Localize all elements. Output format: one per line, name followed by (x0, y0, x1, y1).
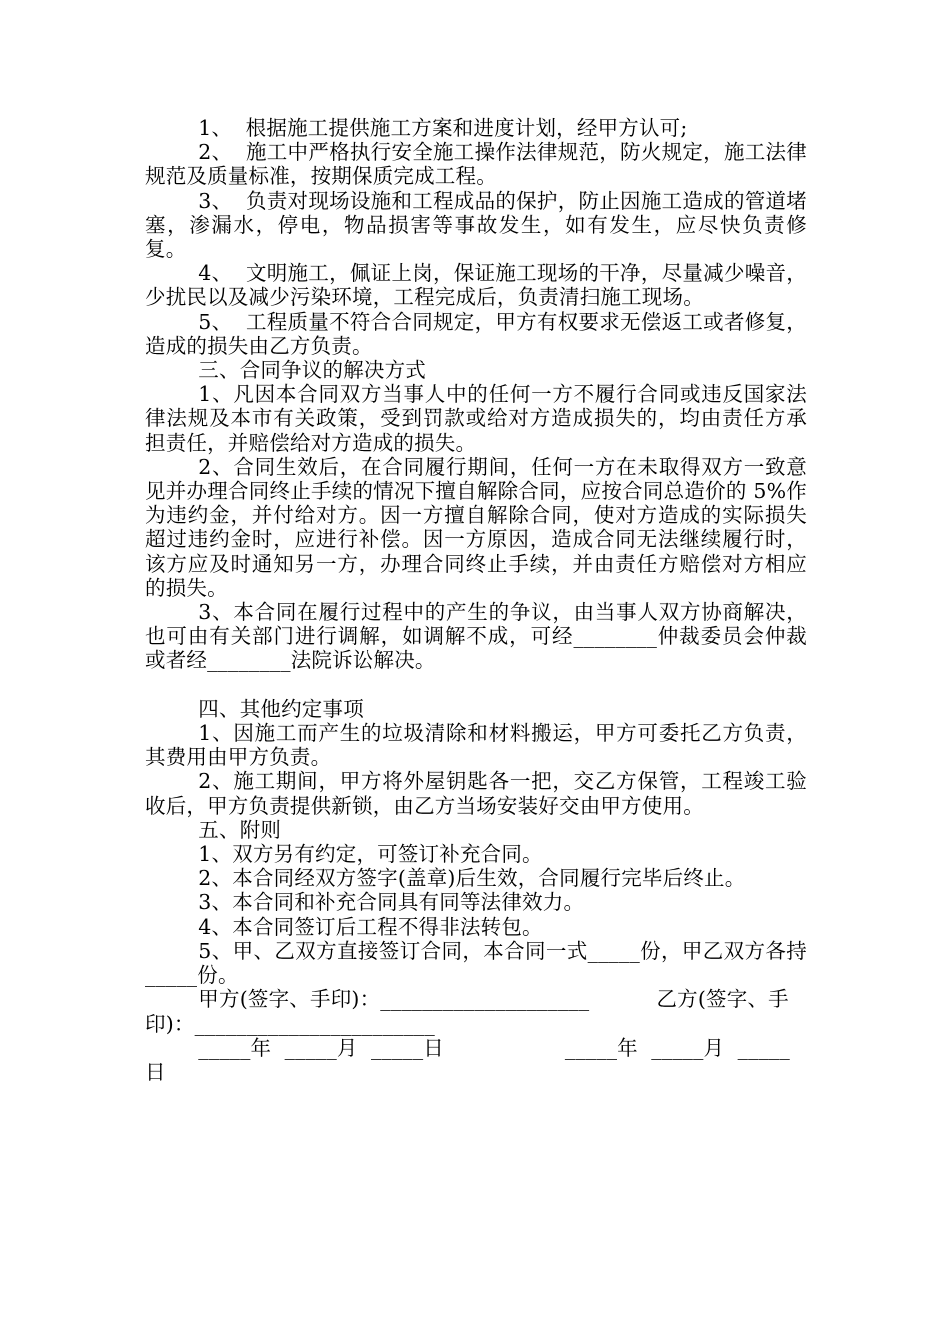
clause-2-2: 2、 施工中严格执行安全施工操作法律规范，防火规定，施工法律规范及质量标准，按期保质完成工程。 (145, 140, 807, 189)
clause-4-1: 1、因施工而产生的垃圾清除和材料搬运，甲方可委托乙方负责，其费用由甲方负责。 (145, 721, 807, 770)
clause-3-1: 1、凡因本合同双方当事人中的任何一方不履行合同或违反国家法律法规及本市有关政策，受到罚款或给对方造成损失的，均由责任方承担责任，并赔偿给对方造成的损失。 (145, 382, 807, 455)
clause-5-2: 2、本合同经双方签字(盖章)后生效，合同履行完毕后终止。 (198, 866, 746, 891)
clause-3-3: 3、本合同在履行过程中的产生的争议，由当事人双方协商解决，也可由有关部门进行调解，如调解不成，可经________仲裁委员会仲裁或者经________法院诉讼解决。 (145, 600, 807, 673)
clause-2-5: 5、 工程质量不符合合同规定，甲方有权要求无偿返工或者修复，造成的损失由乙方负责。 (145, 309, 807, 358)
clause-5-4: 4、本合同签订后工程不得非法转包。 (198, 914, 543, 939)
clause-2-1: 1、 根据施工提供施工方案和进度计划，经甲方认可; (198, 116, 688, 140)
contract-page (145, 116, 807, 1084)
paragraph-gap (145, 673, 807, 697)
clause-4-2: 2、施工期间，甲方将外屋钥匙各一把，交乙方保管，工程竣工验收后，甲方负责提供新锁，由乙方当场安装好交由甲方使用。 (145, 769, 807, 818)
clause-3-2: 2、合同生效后，在合同履行期间，任何一方在未取得双方一致意见并办理合同终止手续的情况下擅自解除合同，应按合同总造价的 5%作为违约金，并付给对方。因一方擅自解除合同，使对方造成的实际损失超过违约金时，应进行补偿。因一方原因，造成合同无法继续履行时，该方应及时通知另一方，办理合同终止手续，并由责任方赔偿对方相应的损失。 (145, 454, 807, 600)
clause-2-4: 4、 文明施工，佩证上岗，保证施工现场的干净，尽量减少噪音，少扰民以及减少污染环境，工程完成后，负责清扫施工现场。 (145, 261, 807, 310)
section-4-heading: 四、其他约定事项 (198, 696, 364, 721)
clause-5-1: 1、双方另有约定，可签订补充合同。 (198, 842, 543, 867)
date-line: _____年 _____月 _____日 _____年 _____月 _____日 (145, 1035, 790, 1084)
section-5-heading: 五、附则 (198, 817, 282, 842)
clause-5-5: 5、甲、乙双方直接签订合同，本合同一式_____份，甲乙双方各持_____份。 (145, 938, 807, 988)
section-3-heading: 三、合同争议的解决方式 (198, 358, 426, 383)
clause-2-3: 3、 负责对现场设施和工程成品的保护，防止因施工造成的管道堵塞，渗漏水，停电，物品损害等事故发生，如有发生，应尽快负责修复。 (145, 188, 807, 262)
clause-5-3: 3、本合同和补充合同具有同等法律效力。 (198, 890, 585, 915)
signature-line: 甲方(签字、手印)：____________________ 乙方(签字、手印)：_______________________ (145, 987, 789, 1036)
